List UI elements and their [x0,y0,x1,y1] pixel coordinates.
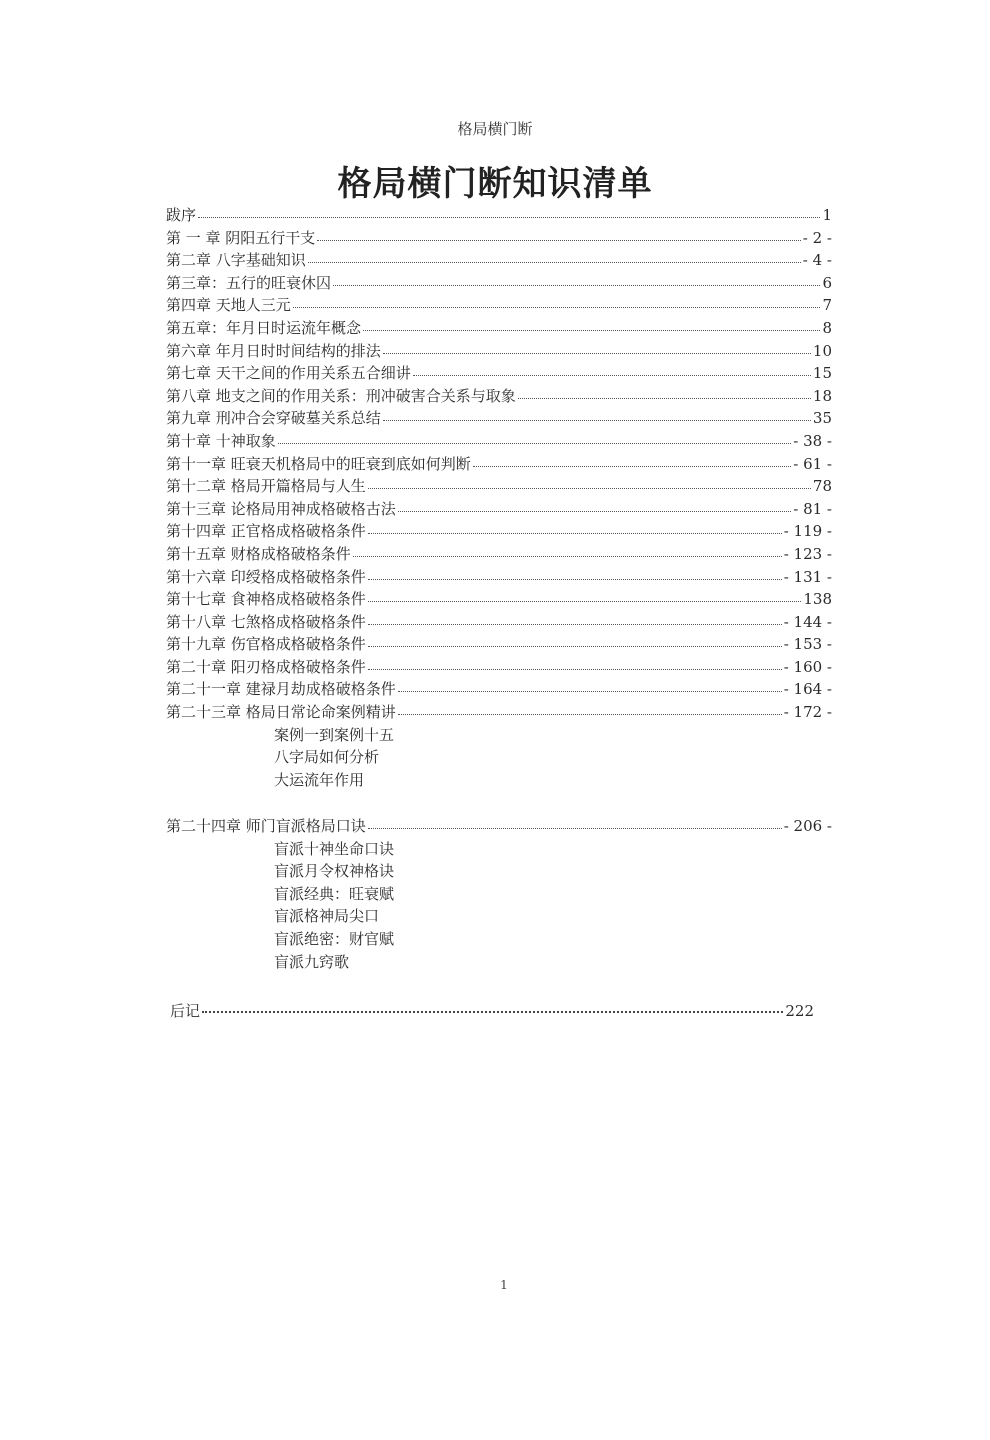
toc-subitem: 盲派九窍歌 [274,952,350,971]
toc-entry-page: 8 [822,318,832,337]
toc-entry[interactable] [170,1000,814,1023]
toc-subitem: 盲派十神坐命口诀 [274,839,395,858]
running-header: 格局横门断 [457,120,533,138]
toc-entry[interactable] [166,453,832,476]
toc-entry-label: 第二章 八字基础知识 [166,251,306,270]
toc-entry[interactable] [166,430,832,453]
toc-entry-page: 78 [812,477,832,496]
toc-entry-page: - 160 - [783,657,832,676]
table-of-contents [166,204,832,791]
toc-entry[interactable] [166,385,832,408]
toc-entry[interactable] [166,227,832,250]
toc-entry-label: 第十六章 印绶格成格破格条件 [166,567,366,586]
toc-entry-label: 第十五章 财格成格破格条件 [166,544,351,563]
toc-entry-page: - 61 - [793,454,832,473]
toc-entry-label: 第十四章 正官格成格破格条件 [166,522,366,541]
toc-entry-label: 第十九章 伤官格成格破格条件 [166,635,366,654]
toc-entry-page: - 38 - [793,431,832,450]
toc-entry-label: 第九章 刑冲合会穿破墓关系总结 [166,409,381,428]
toc-subitem: 盲派月令权神格诀 [274,862,395,881]
chapter23-subitems [166,724,832,792]
leader-dots [368,587,802,602]
toc-entry-label: 第三章：五行的旺衰休囚 [166,273,332,292]
toc-entry-page: - 119 - [783,522,832,541]
toc-entry-label: 第二十四章 师门盲派格局口诀 [166,817,366,835]
toc-entry-label: 第二十章 阳刃格成格破格条件 [166,657,366,676]
leader-dots [368,519,782,534]
leader-dots [308,248,801,263]
page-number: 1 [500,1278,508,1292]
afterword-entry [170,1000,814,1023]
leader-dots [278,429,791,444]
toc-entry-page: - 4 - [802,251,832,270]
toc-entry-page: 1 [822,206,832,224]
toc-entry-page: - 172 - [783,703,832,722]
toc-entry[interactable] [166,678,832,701]
toc-entry-page: - 81 - [793,499,832,518]
leader-dots [383,339,811,354]
leader-dots [353,542,782,557]
toc-entry[interactable] [166,498,832,521]
toc-entry[interactable] [166,611,832,634]
leader-dots [398,497,791,512]
toc-entry[interactable] [166,407,832,430]
toc-entry-page: - 206 - [783,817,832,835]
toc-entry-label: 第二十一章 建禄月劫成格破格条件 [166,680,396,699]
toc-entry-page: 138 [803,590,832,609]
leader-dots [368,655,782,670]
leader-dots [202,997,783,1013]
toc-entry-page: 10 [812,341,832,360]
toc-entry-label: 后记 [170,1002,201,1020]
leader-dots [518,384,811,399]
toc-entry-page: 18 [812,386,832,405]
toc-entry-label: 第十一章 旺衰天机格局中的旺衰到底如何判断 [166,454,471,473]
toc-entry-page: 6 [822,273,832,292]
toc-entry[interactable] [166,566,832,589]
toc-entry[interactable] [166,588,832,611]
toc-entry-page: - 131 - [783,567,832,586]
toc-entry-label: 第十二章 格局开篇格局与人生 [166,477,366,496]
toc-entry[interactable] [166,815,832,838]
toc-entry-label: 第八章 地支之间的作用关系：刑冲破害合关系与取象 [166,386,516,405]
leader-dots [368,814,782,829]
toc-entry-label: 第七章 天干之间的作用关系五合细讲 [166,364,411,383]
toc-entry-label: 第四章 天地人三元 [166,296,291,315]
leader-dots [317,226,800,241]
toc-entry-label: 第六章 年月日时时间结构的排法 [166,341,381,360]
leader-dots [368,610,782,625]
leader-dots [293,293,821,308]
leader-dots [198,203,820,218]
toc-entry-label: 第二十三章 格局日常论命案例精讲 [166,703,396,722]
toc-subitem: 大运流年作用 [274,770,365,789]
toc-entry[interactable] [166,633,832,656]
leader-dots [368,632,782,647]
leader-dots [368,565,782,580]
toc-entry-page: 15 [812,364,832,383]
toc-entry[interactable] [166,543,832,566]
toc-entry-label: 跋序 [166,206,197,224]
toc-entry-page: 35 [812,409,832,428]
leader-dots [473,452,791,467]
leader-dots [363,316,820,331]
toc-entry-label: 第五章：年月日时运流年概念 [166,318,362,337]
toc-entry[interactable] [166,272,832,295]
leader-dots [333,271,820,286]
toc-entry-label: 第 一 章 阴阳五行干支 [166,228,316,247]
toc-entry-page: 7 [822,296,832,315]
toc-entry-page: - 123 - [783,544,832,563]
toc-entry[interactable] [166,656,832,679]
page-title: 格局横门断知识清单 [337,164,653,204]
toc-entry[interactable] [166,362,832,385]
toc-subitem: 盲派格神局尖口 [274,907,380,926]
toc-entry[interactable] [166,204,832,227]
leader-dots [413,361,811,376]
toc-entry-page: - 164 - [783,680,832,699]
leader-dots [368,474,811,489]
toc-entry-label: 第十三章 论格局用神成格破格古法 [166,499,396,518]
table-of-contents-part2 [166,815,832,973]
toc-entry[interactable] [166,340,832,363]
leader-dots [398,677,782,692]
toc-subitem: 盲派经典：旺衰赋 [274,884,395,903]
toc-entry[interactable] [166,520,832,543]
toc-entry[interactable] [166,249,832,272]
toc-entry[interactable] [166,317,832,340]
toc-entry-page: 222 [785,1002,814,1020]
toc-entry-label: 第十八章 七煞格成格破格条件 [166,612,366,631]
toc-subitem: 八字局如何分析 [274,748,380,767]
toc-entry[interactable] [166,701,832,724]
toc-subitem: 案例一到案例十五 [274,725,395,744]
toc-subitem: 盲派绝密：财官赋 [274,929,395,948]
toc-entry-label: 第十七章 食神格成格破格条件 [166,590,366,609]
toc-entry-label: 第十章 十神取象 [166,431,276,450]
toc-entry[interactable] [166,294,832,317]
toc-entry-page: - 153 - [783,635,832,654]
toc-entry-page: - 144 - [783,612,832,631]
toc-entry-page: - 2 - [802,228,832,247]
leader-dots [398,700,782,715]
leader-dots [383,406,811,421]
toc-entry[interactable] [166,475,832,498]
